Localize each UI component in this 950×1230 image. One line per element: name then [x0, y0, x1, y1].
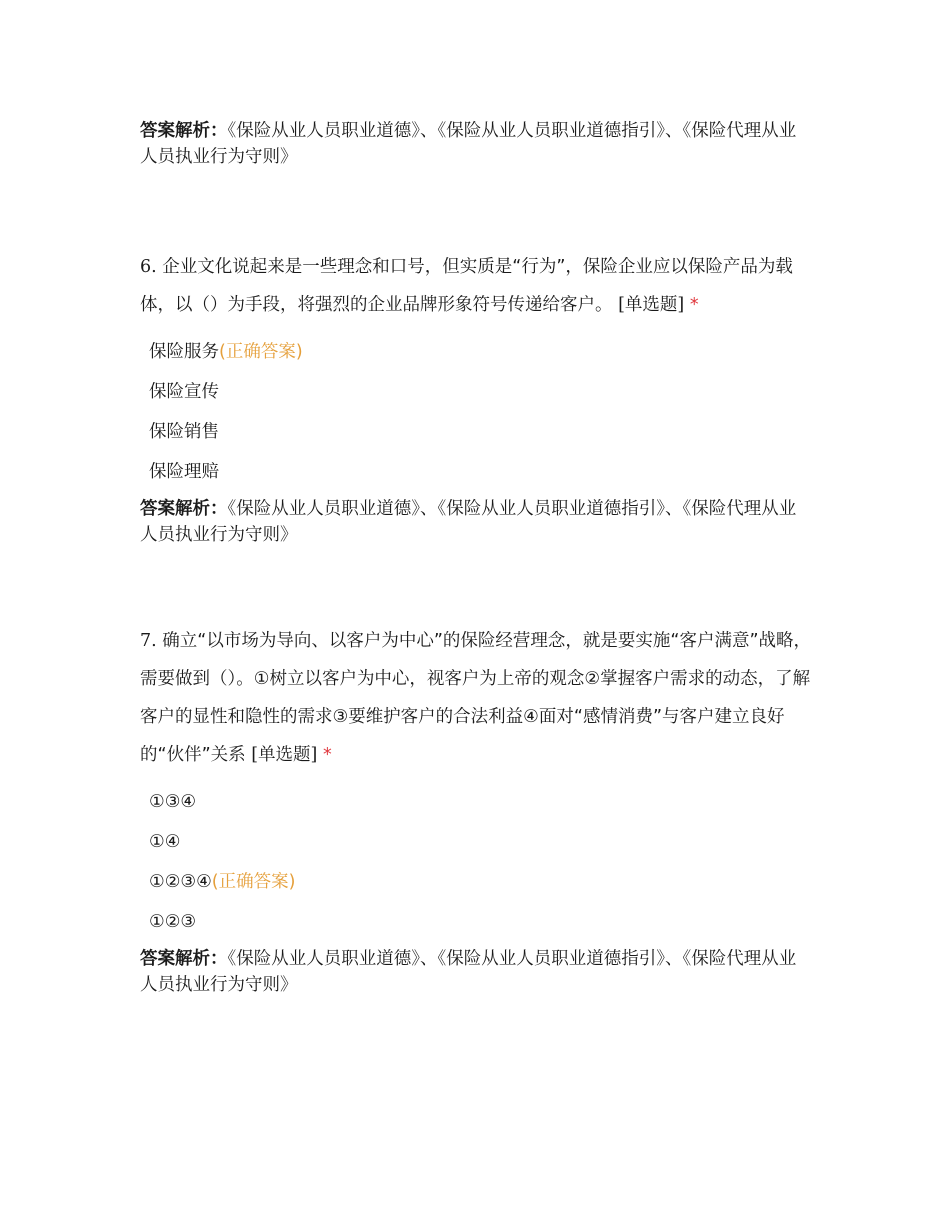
- option-item: [149, 782, 812, 822]
- document-content: [140, 118, 812, 998]
- option-text: ①④: [149, 832, 181, 852]
- option-item: [149, 372, 812, 412]
- question-number: 6.: [140, 257, 157, 277]
- option-text: 保险服务: [149, 342, 219, 362]
- option-item: [149, 412, 812, 452]
- answer-analysis: [140, 118, 812, 170]
- analysis-label: 答案解析：: [140, 499, 228, 519]
- analysis-label: 答案解析：: [140, 121, 228, 141]
- analysis-text: 《保险从业人员职业道德》、《保险从业人员职业道德指引》、《保险代理从业人员执业行为守则》: [140, 949, 797, 995]
- question-type: [单选题]: [251, 745, 318, 765]
- option-list: [140, 782, 812, 942]
- required-marker: *: [689, 295, 699, 315]
- spacer: [140, 548, 812, 622]
- option-item: [149, 332, 812, 372]
- correct-answer-tag: (正确答案): [219, 342, 303, 362]
- option-item: [149, 862, 812, 902]
- option-item: [149, 902, 812, 942]
- option-text: 保险理赔: [149, 462, 219, 482]
- option-item: [149, 822, 812, 862]
- question-number: 7.: [140, 631, 157, 651]
- question-stem: 确立“以市场为导向、以客户为中心”的保险经营理念，就是要实施“客户满意”战略，需要做到（）。①树立以客户为中心，视客户为上帝的观念②掌握客户需求的动态，了解客户的显性和隐性的需求③要维护客户的合法利益④面对“感情消费”与客户建立良好的“伙伴”关系: [140, 631, 812, 765]
- option-item: [149, 452, 812, 492]
- question-7: [140, 622, 812, 998]
- option-text: ①③④: [149, 792, 197, 812]
- question-type: [单选题]: [618, 295, 685, 315]
- required-marker: *: [322, 745, 332, 765]
- question-6: [140, 248, 812, 548]
- analysis-label: 答案解析：: [140, 949, 228, 969]
- option-text: 保险销售: [149, 422, 219, 442]
- analysis-text: 《保险从业人员职业道德》、《保险从业人员职业道德指引》、《保险代理从业人员执业行为守则》: [140, 499, 797, 545]
- answer-analysis: [140, 946, 812, 998]
- correct-answer-tag: (正确答案): [211, 872, 296, 892]
- question-text: [140, 248, 812, 324]
- answer-analysis: [140, 496, 812, 548]
- option-text: ①②③: [149, 912, 197, 932]
- question-stem: 企业文化说起来是一些理念和口号，但实质是“行为”，保险企业应以保险产品为载体，以（）为手段，将强烈的企业品牌形象符号传递给客户。: [140, 257, 793, 315]
- question-text: [140, 622, 812, 774]
- option-list: [140, 332, 812, 492]
- option-text: ①②③④: [149, 872, 212, 892]
- analysis-text: 《保险从业人员职业道德》、《保险从业人员职业道德指引》、《保险代理从业人员执业行为守则》: [140, 121, 797, 167]
- spacer: [140, 170, 812, 248]
- option-text: 保险宣传: [149, 382, 219, 402]
